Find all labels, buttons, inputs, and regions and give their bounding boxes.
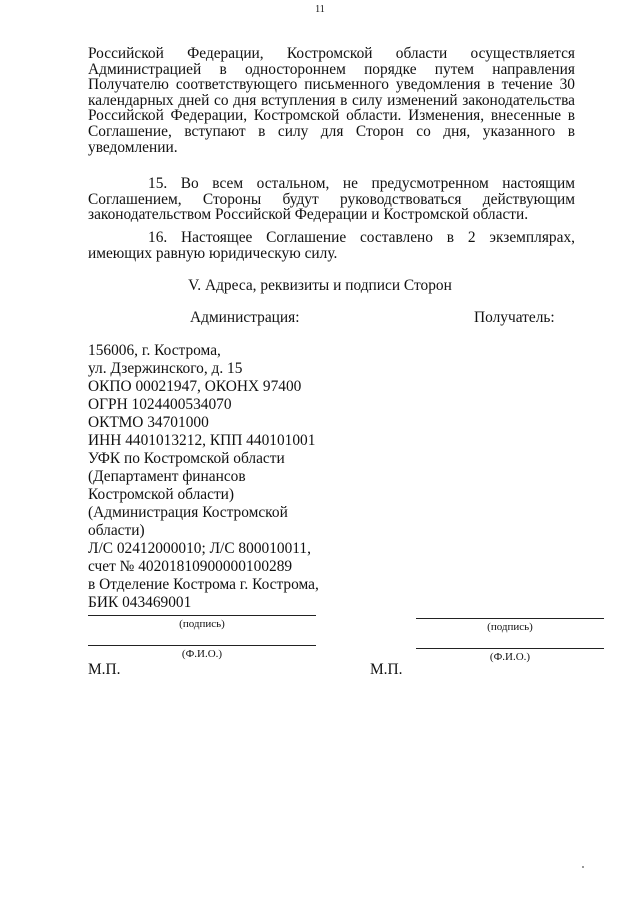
administration-details: [88, 342, 348, 612]
address-line: БИК 043469001: [88, 594, 192, 611]
page-number: 11: [315, 4, 325, 15]
address-line: ОКПО 00021947, ОКОНХ 97400: [88, 378, 302, 395]
address-line: ИНН 4401013212, КПП 440101001: [88, 432, 316, 449]
address-line: ОКТМО 34701000: [88, 414, 209, 431]
address-line: в Отделение Кострома г. Кострома,: [88, 576, 319, 593]
recipient-heading: Получатель:: [474, 309, 555, 326]
recipient-name-caption: (Ф.И.О.): [489, 651, 531, 663]
administration-signature-line: [88, 615, 316, 616]
paragraph-continued: Российской Федерации, Костромской области осуществляется Администрацией в одностороннем порядке путем направления Получателю соответствующего письменного уведомления в течение 30 календарных дней со дня вступления в силу изменений законодательства Российской Федерации, Костромской области. Изменения, внесенные в Соглашение, вступают в силу для Сторон со дня, указанного в уведомлении.: [88, 45, 575, 156]
address-line: ул. Дзержинского, д. 15: [88, 360, 243, 377]
section-title: V. Адреса, реквизиты и подписи Сторон: [188, 277, 452, 294]
address-line: 156006, г. Кострома,: [88, 342, 221, 359]
address-line: (Администрация Костромской: [88, 504, 288, 521]
address-line: Л/С 02412000010; Л/С 800010011,: [88, 540, 311, 557]
address-line: УФК по Костромской области: [88, 450, 285, 467]
paragraph-15: 15. Во всем остальном, не предусмотренном настоящим Соглашением, Стороны будут руководствоваться действующим законодательством Российской Федерации и Костромской области.: [88, 175, 575, 224]
recipient-name-line: [416, 648, 604, 649]
paragraph-16: 16. Настоящее Соглашение составлено в 2 экземплярах, имеющих равную юридическую силу.: [88, 229, 575, 262]
address-line: (Департамент финансов: [88, 468, 246, 485]
address-line: Костромской области): [88, 486, 235, 503]
recipient-stamp-label: М.П.: [370, 661, 403, 678]
recipient-signature-caption: (подпись): [487, 621, 533, 633]
scan-speck: [582, 866, 584, 868]
recipient-signature-line: [416, 618, 604, 619]
administration-name-line: [88, 645, 316, 646]
address-line: счет № 40201810900000100289: [88, 558, 293, 575]
address-line: области): [88, 522, 145, 539]
administration-name-caption: (Ф.И.О.): [181, 648, 223, 660]
address-line: ОГРН 1024400534070: [88, 396, 232, 413]
administration-heading: Администрация:: [190, 309, 300, 326]
administration-signature-caption: (подпись): [179, 618, 225, 630]
administration-stamp-label: М.П.: [88, 661, 121, 678]
